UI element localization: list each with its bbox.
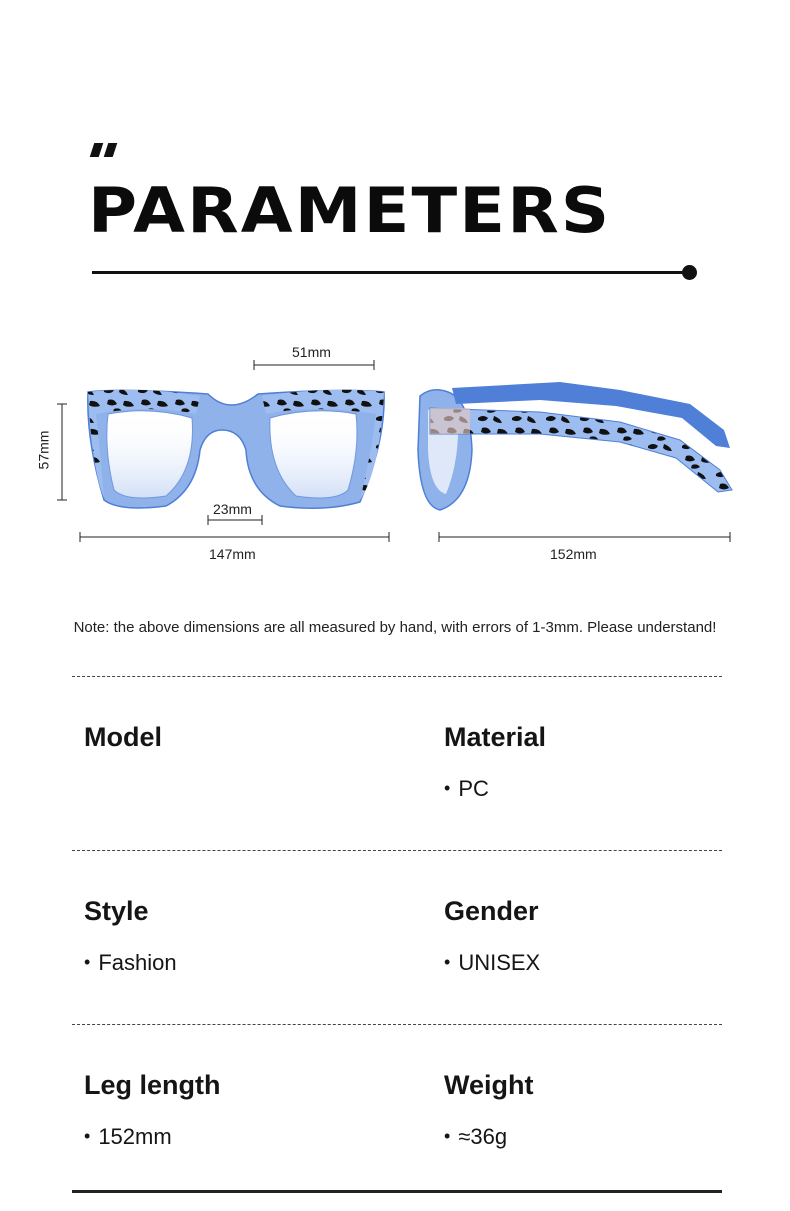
divider-dashed	[72, 676, 722, 677]
page-title: PARAMETERS	[88, 174, 612, 247]
divider-dashed	[72, 850, 722, 851]
spec-value-weight: • ≈36g	[444, 1124, 508, 1149]
title-underline	[92, 271, 688, 274]
lens-width-label: 51mm	[292, 344, 331, 360]
frame-width-label: 147mm	[209, 546, 256, 562]
spec-value-leg-length: • 152mm	[84, 1124, 172, 1149]
bridge-width-label: 23mm	[213, 501, 252, 517]
front-frame	[88, 390, 384, 509]
side-frame	[418, 382, 732, 510]
spec-value-gender: • UNISEX	[444, 950, 541, 975]
spec-value-style: • Fashion	[84, 950, 177, 975]
quote-mark-icon	[92, 143, 115, 157]
spec-label-material: Material	[444, 722, 547, 752]
title-underline-dot	[682, 265, 697, 280]
spec-label-leg-length: Leg length	[84, 1070, 221, 1100]
spec-label-gender: Gender	[444, 896, 539, 926]
spec-label-weight: Weight	[444, 1070, 534, 1100]
spec-label-style: Style	[84, 896, 149, 926]
lens-height-label: 57mm	[35, 430, 52, 470]
glasses-dimension-figure	[0, 330, 790, 580]
divider-dashed	[72, 1024, 722, 1025]
glasses-illustration	[0, 330, 790, 580]
divider-solid	[72, 1190, 722, 1193]
measurement-note: Note: the above dimensions are all measured by hand, with errors of 1-3mm. Please understand!	[73, 619, 717, 636]
spec-value-material: • PC	[444, 776, 489, 801]
temple-length-label: 152mm	[550, 546, 597, 562]
spec-label-model: Model	[84, 722, 162, 752]
